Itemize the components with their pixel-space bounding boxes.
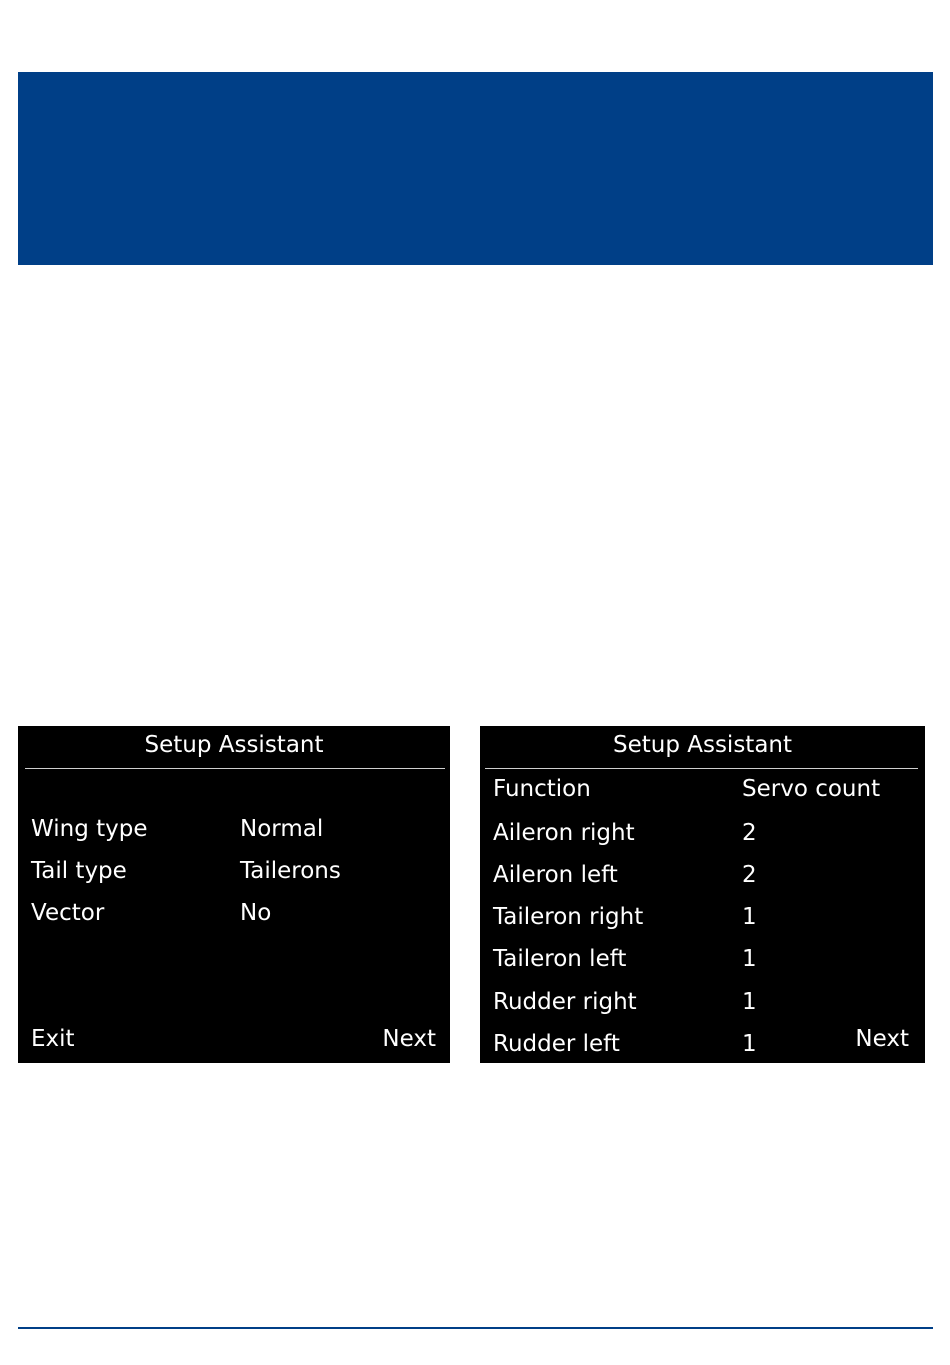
footer-divider <box>18 1327 933 1329</box>
vector-value[interactable]: No <box>240 900 272 926</box>
exit-button[interactable]: Exit <box>31 1026 75 1052</box>
tail-type-value[interactable]: Tailerons <box>240 858 341 884</box>
function-rudder-left: Rudder left <box>493 1031 620 1057</box>
next-button[interactable]: Next <box>382 1026 436 1052</box>
title-divider <box>485 768 918 769</box>
function-column-header: Function <box>493 776 591 802</box>
servo-count-aileron-left[interactable]: 2 <box>742 862 757 888</box>
title-divider <box>25 768 445 769</box>
tail-type-label: Tail type <box>31 858 127 884</box>
servo-count-taileron-right[interactable]: 1 <box>742 904 757 930</box>
wing-type-label: Wing type <box>31 816 148 842</box>
servo-count-aileron-right[interactable]: 2 <box>742 820 757 846</box>
screen-title: Setup Assistant <box>144 732 324 758</box>
function-rudder-right: Rudder right <box>493 989 637 1015</box>
servo-count-column-header: Servo count <box>742 776 881 802</box>
servo-count-taileron-left[interactable]: 1 <box>742 946 757 972</box>
wing-type-value[interactable]: Normal <box>240 816 324 842</box>
function-aileron-right: Aileron right <box>493 820 635 846</box>
servo-count-rudder-right[interactable]: 1 <box>742 989 757 1015</box>
servo-count-rudder-left[interactable]: 1 <box>742 1031 757 1057</box>
setup-assistant-screen-right <box>480 726 925 1063</box>
function-taileron-right: Taileron right <box>493 904 644 930</box>
function-taileron-left: Taileron left <box>493 946 627 972</box>
screen-title: Setup Assistant <box>612 732 793 758</box>
next-button[interactable]: Next <box>855 1026 909 1052</box>
vector-label: Vector <box>31 900 105 926</box>
function-aileron-left: Aileron left <box>493 862 618 888</box>
header-band <box>18 72 933 265</box>
setup-assistant-screen-left <box>18 726 450 1063</box>
